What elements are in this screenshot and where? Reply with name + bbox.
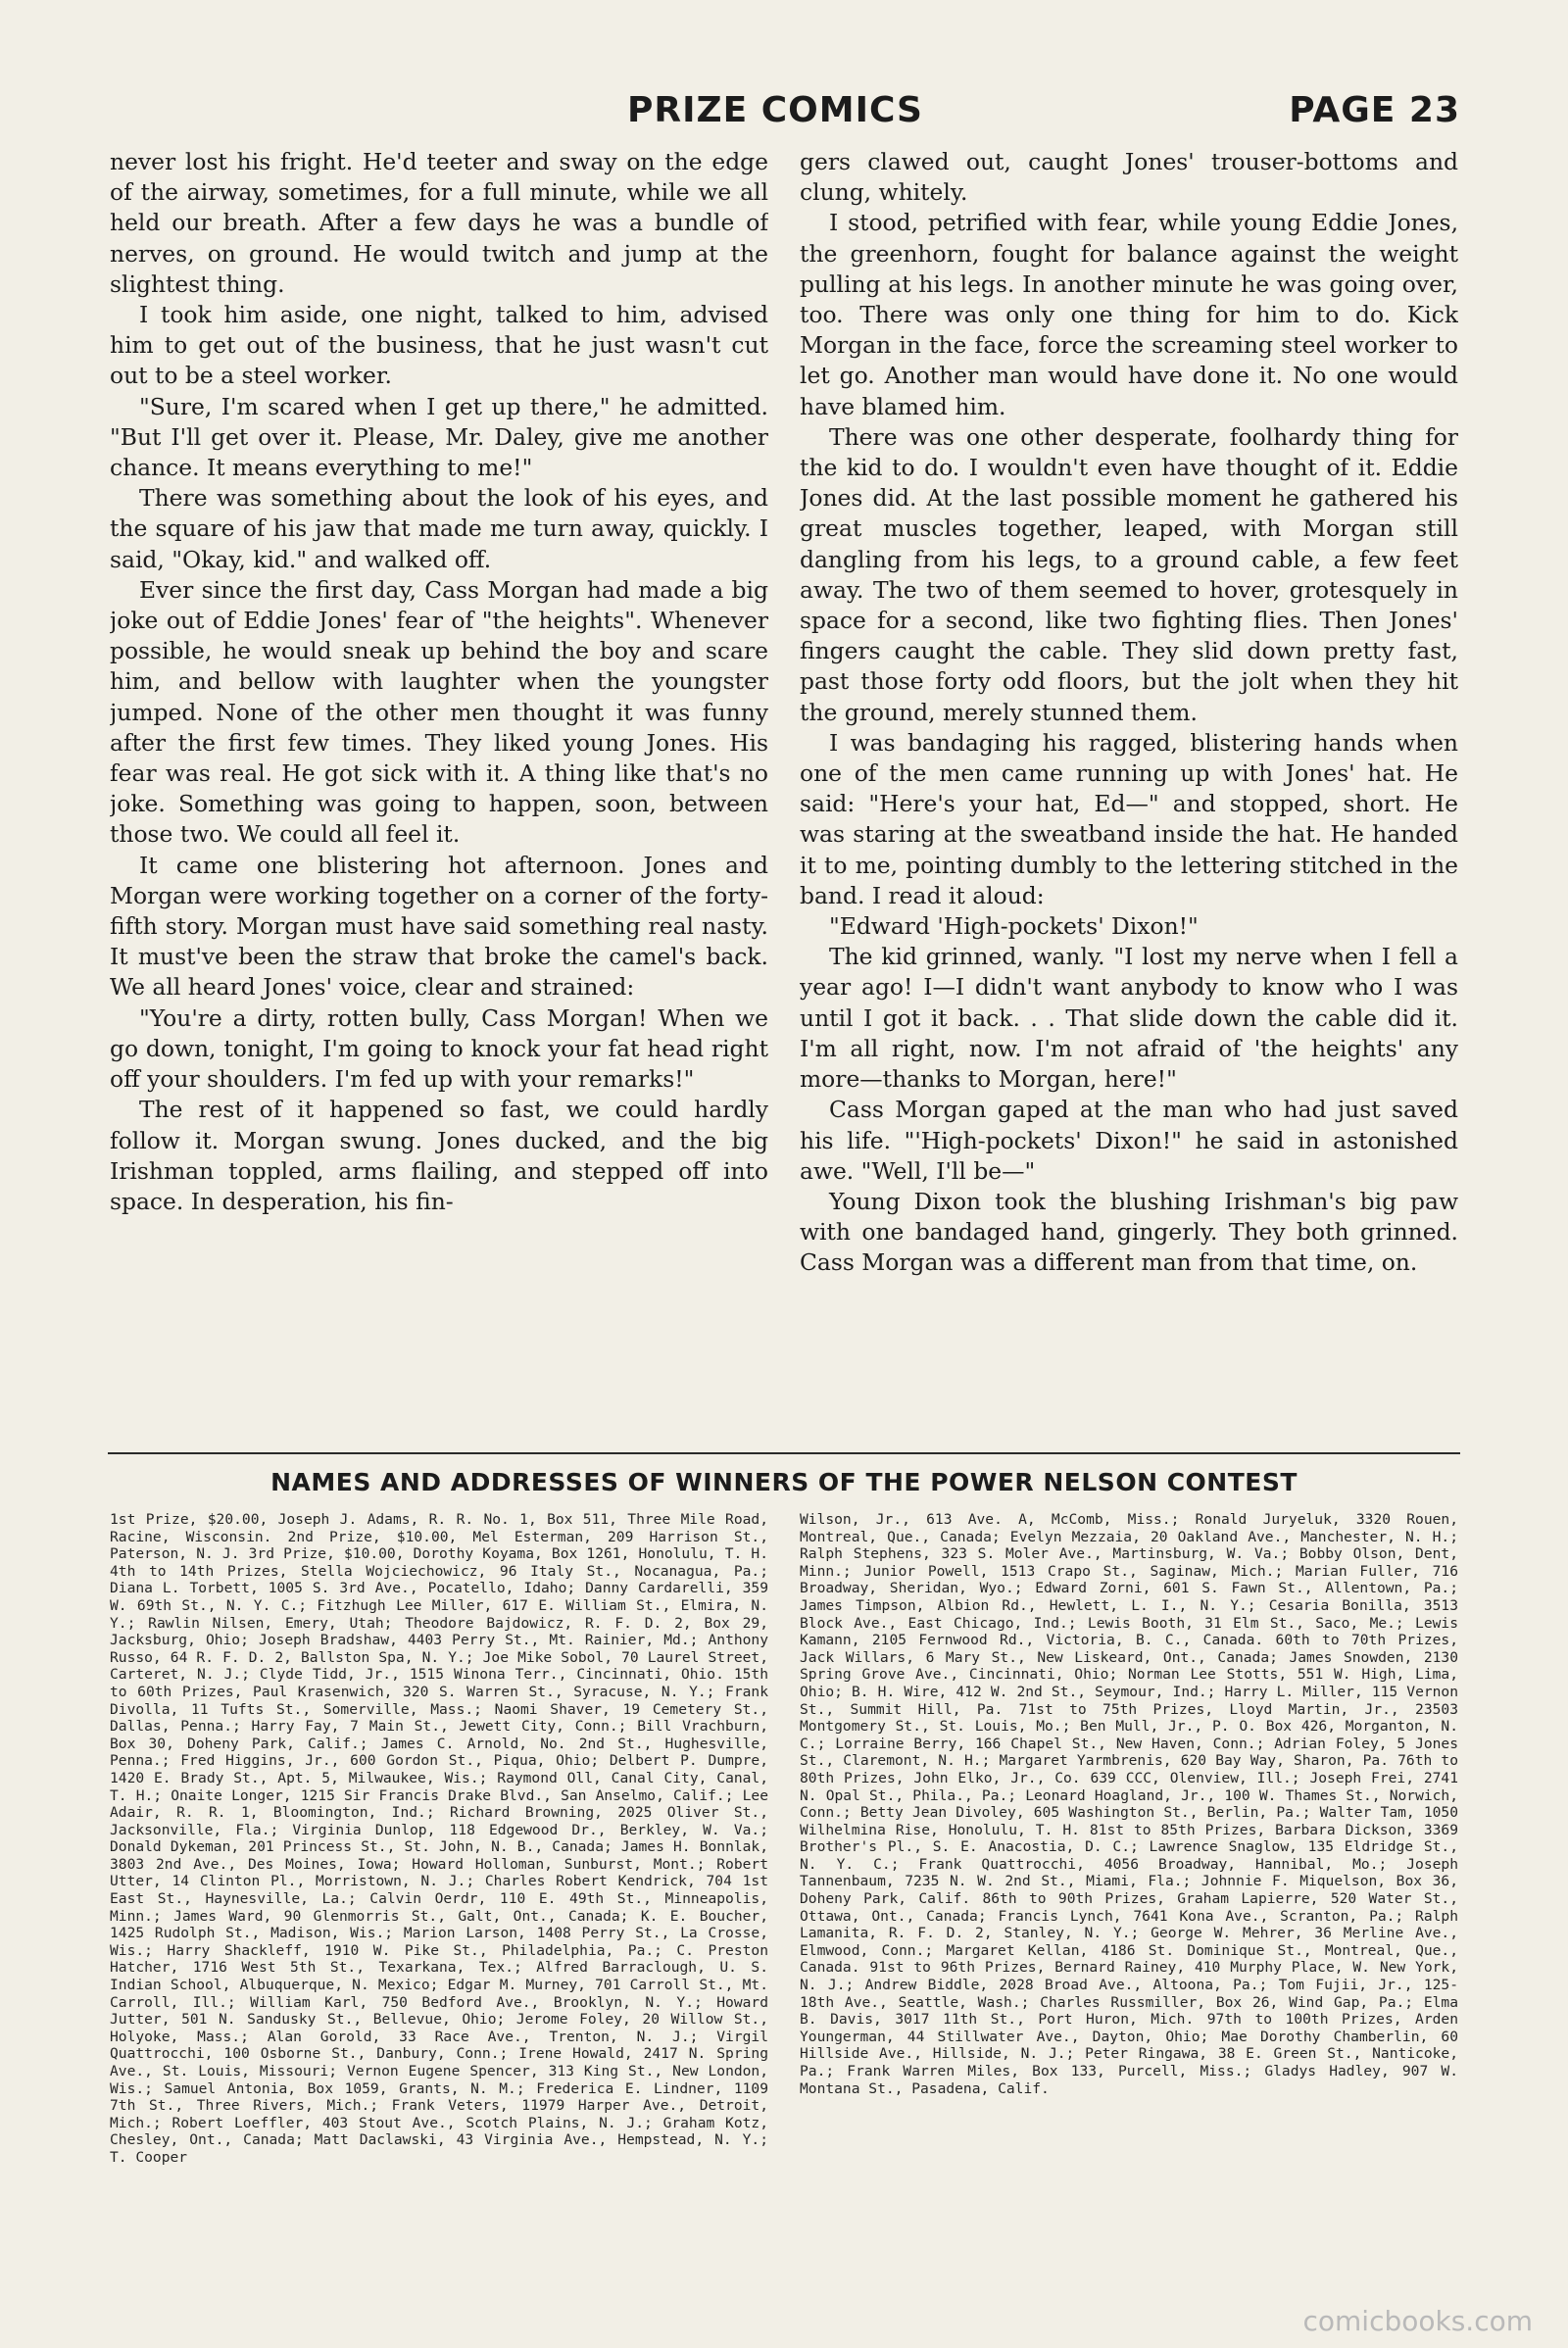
story-paragraph: Cass Morgan gaped at the man who had just saved his life. "'High-pockets' Dixon!" he said in astonished awe. "Well, I'll be—" — [800, 1096, 1458, 1185]
story-paragraph: "Sure, I'm scared when I get up there," he admitted. "But I'll get over it. Please, Mr. Daley, give me another chance. It means everything to me!" — [110, 392, 768, 482]
winners-list-right: Wilson, Jr., 613 Ave. A, McComb, Miss.; Ronald Juryeluk, 3320 Rouen, Montreal, Que., Canada; Evelyn Mezzaia, 20 Oakland Ave., Manchester, N. H.; Ralph Stephens, 323 S. Moler Ave., Martinsburg, W. Va.; Bobby Olson, Dent, Minn.; Junior Powell, 1513 Crapo St., Saginaw, Mich.; Marian Fuller, 716 Broadway, Sheridan, Wyo.; Edward Zorni, 601 S. Fawn St., Allentown, Pa.; James Timpson, Albion Rd., Hewlett, L. I., N. Y.; Cesaria Bonilla, 3513 Block Ave., East Chicago, Ind.; Lewis Booth, 31 Elm St., Saco, Me.; Lewis Kamann, 2105 Fernwood Rd., Victoria, B. C., Canada. 60th to 70th Prizes, Jack Willars, 6 Mary St., New Liskeard, Ont., Canada; James Snowden, 2130 Spring Grove Ave., Cincinnati, Ohio; Norman Lee Stotts, 551 W. High, Lima, Ohio; B. H. Wire, 412 W. 2nd St., Seymour, Ind.; Harry L. Miller, 115 Vernon St., Summit Hill, Pa. 71st to 75th Prizes, Lloyd Martin, Jr., 23503 Montgomery St., St. Louis, Mo.; Ben Mull, Jr., P. O. Box 426, Morganton, N. C.; Lorraine Berry, 166 Chapel St., New Haven, Conn.; Adrian Foley, 5 Jones St., Claremont, N. H.; Margaret Yarmbrenis, 620 Bay Way, Sharon, Pa. 76th to 80th Prizes, John Elko, Jr., Co. 639 CCC, Olenview, Ill.; Joseph Frei, 2741 N. Opal St., Phila., Pa.; Leonard Hoagland, Jr., 100 W. Thames St., Norwich, Conn.; Betty Jean Divoley, 605 Washington St., Berlin, Pa.; Walter Tam, 1050 Wilhelmina Rise, Honolulu, T. H. 81st to 85th Prizes, Barbara Dickson, 3369 Brother's Pl., S. E. Anacostia, D. C.; Lawrence Snaglow, 135 Eldridge St., N. Y. C.; Frank Quattrocchi, 4056 Broadway, Hannibal, Mo.; Joseph Tannenbaum, 7235 N. W. 2nd St., Miami, Fla.; Johnnie F. Miquelson, Box 36, Doheny Park, Calif. 86th to 90th Prizes, Graham Lapierre, 520 Water St., Ottawa, Ont., Canada; Francis Lynch, 7641 Kona Ave., Scranton, Pa.; Ralph Lamanita, R. F. D. 2, Stanley, N. Y.; George W. Mehrer, 36 Merline Ave., Elmwood, Conn.; Margaret Kellan, 4186 St. Dominique St., Montreal, Que., Canada. 91st to 96th Prizes, Bernard Rainey, 410 Murphy Place, W. New York, N. J.; Andrew Biddle, 2028 Broad Ave., Altoona, Pa.; Tom Fujii, Jr., 125-18th Ave., Seattle, Wash.; Charles Russmiller, Box 26, Wind Gap, Pa.; Elma B. Davis, 3017 11th St., Port Huron, Mich. 97th to 100th Prizes, Arden Youngerman, 44 Stillwater Ave., Dayton, Ohio; Mae Dorothy Chamberlin, 60 Hillside Ave., Hillside, N. J.; Peter Ringawa, 38 E. Green St., Nanticoke, Pa.; Frank Warren Miles, Box 133, Purcell, Miss.; Gladys Hadley, 907 W. Montana St., Pasadena, Calif. — [800, 1511, 1458, 2097]
contest-heading: NAMES AND ADDRESSES OF WINNERS OF THE POWER NELSON CONTEST — [270, 1468, 1298, 1496]
story-paragraph: never lost his fright. He'd teeter and sway on the edge of the airway, sometimes, for a full minute, while we all held our breath. After a few days he was a bundle of nerves, on ground. He would twitch and jump at the slightest thing. — [110, 148, 768, 298]
story-paragraph: gers clawed out, caught Jones' trouser-bottoms and clung, whitely. — [800, 148, 1458, 207]
story-paragraph: I stood, petrified with fear, while young Eddie Jones, the greenhorn, fought for balance against the weight pulling at his legs. In another minute he was going over, too. There was only one thing for him to do. Kick Morgan in the face, force the screaming steel worker to let go. Another man would have done it. No one would have blamed him. — [800, 209, 1458, 420]
magazine-title: PRIZE COMICS — [627, 90, 923, 130]
section-divider — [108, 1452, 1460, 1454]
story-column-left — [110, 147, 768, 1439]
story-paragraph: There was one other desperate, foolhardy thing for the kid to do. I wouldn't even have thought of it. Eddie Jones did. At the last possible moment he gathered his great muscles together, leaped, with Morgan still dangling from his legs, to a ground cable, a few feet away. The two of them seemed to hover, grotesquely in space for a second, like two fighting flies. Then Jones' fingers caught the cable. They slid down pretty fast, past those forty odd floors, but the jolt when they hit the ground, merely stunned them. — [800, 422, 1458, 726]
site-watermark: comicbooks.com — [1302, 2305, 1533, 2337]
story-paragraph: It came one blistering hot afternoon. Jones and Morgan were working together on a corner of the forty-fifth story. Morgan must have said something real nasty. It must've been the straw that broke the camel's back. We all heard Jones' voice, clear and strained: — [110, 851, 768, 1002]
story-paragraph: Ever since the first day, Cass Morgan had made a big joke out of Eddie Jones' fear of "the heights". Whenever possible, he would sneak up behind the boy and scare him, and bellow with laughter when the youngster jumped. None of the other men thought it was funny after the first few times. They liked young Jones. His fear was real. He got sick with it. A thing like that's no joke. Something was going to happen, soon, between those two. We could all feel it. — [110, 575, 768, 849]
page-header — [108, 90, 1460, 139]
story-paragraph: I took him aside, one night, talked to him, advised him to get out of the business, that he just wasn't cut out to be a steel worker. — [110, 301, 768, 390]
story-paragraph: The rest of it happened so fast, we could hardly follow it. Morgan swung. Jones ducked, and the big Irishman toppled, arms flailing, and stepped off into space. In desperation, his fin- — [110, 1096, 768, 1215]
winners-list-left: 1st Prize, $20.00, Joseph J. Adams, R. R. No. 1, Box 511, Three Mile Road, Racine, Wisconsin. 2nd Prize, $10.00, Mel Esterman, 209 Harrison St., Paterson, N. J. 3rd Prize, $10.00, Dorothy Koyama, Box 1261, Honolulu, T. H. 4th to 14th Prizes, Stella Wojciechowicz, 96 Italy St., Nocanagua, Pa.; Diana L. Torbett, 1005 S. 3rd Ave., Pocatello, Idaho; Danny Cardarelli, 359 W. 69th St., N. Y. C.; Fitzhugh Lee Miller, 617 E. William St., Elmira, N. Y.; Rawlin Nilsen, Emery, Utah; Theodore Bajdowicz, R. F. D. 2, Box 29, Jacksburg, Ohio; Joseph Bradshaw, 4403 Perry St., Mt. Rainier, Md.; Anthony Russo, 64 R. F. D. 2, Ballston Spa, N. Y.; Joe Mike Sobol, 70 Laurel Street, Carteret, N. J.; Clyde Tidd, Jr., 1515 Winona Terr., Cincinnati, Ohio. 15th to 60th Prizes, Paul Krasenwich, 320 S. Warren St., Syracuse, N. Y.; Frank Divolla, 11 Tufts St., Somerville, Mass.; Naomi Shaver, 19 Cemetery St., Dallas, Penna.; Harry Fay, 7 Main St., Jewett City, Conn.; Bill Vrachburn, Box 30, Doheny Park, Calif.; James C. Arnold, No. 2nd St., Hughesville, Penna.; Fred Higgins, Jr., 600 Gordon St., Piqua, Ohio; Delbert P. Dumpre, 1420 E. Brady St., Apt. 5, Milwaukee, Wis.; Raymond Oll, Canal City, Canal, T. H.; Onaite Longer, 1215 Sir Francis Drake Blvd., San Anselmo, Calif.; Lee Adair, R. R. 1, Bloomington, Ind.; Richard Browning, 2025 Oliver St., Jacksonville, Fla.; Virginia Dunlop, 118 Edgewood Dr., Berkley, W. Va.; Donald Dykeman, 201 Princess St., St. John, N. B., Canada; James H. Bonnlak, 3803 2nd Ave., Des Moines, Iowa; Howard Holloman, Sunburst, Mont.; Robert Utter, 14 Clinton Pl., Morristown, N. J.; Charles Robert Kendrick, 704 1st East St., Haynesville, La.; Calvin Oerdr, 110 E. 49th St., Minneapolis, Minn.; James Ward, 90 Glenmorris St., Galt, Ont., Canada; K. E. Boucher, 1425 Rudolph St., Madison, Wis.; Marion Larson, 1408 Perry St., La Crosse, Wis.; Harry Shackleff, 1910 W. Pike St., Philadelphia, Pa.; C. Preston Hatcher, 1716 West 5th St., Texarkana, Tex.; Alfred Barraclough, U. S. Indian School, Albuquerque, N. Mexico; Edgar M. Murney, 701 Carroll St., Mt. Carroll, Ill.; William Karl, 750 Bedford Ave., Brooklyn, N. Y.; Howard Jutter, 501 N. Sandusky St., Bellevue, Ohio; Jerome Foley, 20 Willow St., Holyoke, Mass.; Alan Gorold, 33 Race Ave., Trenton, N. J.; Virgil Quattrocchi, 100 Osborne St., Danbury, Conn.; Irene Howald, 2417 N. Spring Ave., St. Louis, Missouri; Vernon Eugene Spencer, 313 King St., New London, Wis.; Samuel Antonia, Box 1059, Grants, N. M.; Frederica E. Lindner, 1109 7th St., Three Rivers, Mich.; Frank Veters, 11979 Harper Ave., Detroit, Mich.; Robert Loeffler, 403 Stout Ave., Scotch Plains, N. J.; Graham Kotz, Chesley, Ont., Canada; Matt Daclawski, 43 Virginia Ave., Hempstead, N. Y.; T. Cooper — [110, 1511, 768, 2166]
story-paragraph: I was bandaging his ragged, blistering hands when one of the men came running up with Jones' hat. He said: "Here's your hat, Ed—" and stopped, short. He was staring at the sweatband inside the hat. He handed it to me, pointing dumbly to the lettering stitched in the band. I read it aloud: — [800, 728, 1458, 909]
story-paragraph: The kid grinned, wanly. "I lost my nerve when I fell a year ago! I—I didn't want anybody to know who I was until I got it back. . . That slide down the cable did it. I'm all right, now. I'm not afraid of 'the heights' any more—thanks to Morgan, here!" — [800, 943, 1458, 1094]
story-paragraph: "Edward 'High-pockets' Dixon!" — [829, 912, 1199, 941]
page-number: PAGE 23 — [1289, 90, 1460, 130]
story-paragraph: There was something about the look of his eyes, and the square of his jaw that made me turn away, quickly. I said, "Okay, kid." and walked off. — [110, 484, 768, 573]
story-paragraph: Young Dixon took the blushing Irishman's big paw with one bandaged hand, gingerly. They both grinned. Cass Morgan was a different man from that time, on. — [800, 1187, 1458, 1277]
story-paragraph: "You're a dirty, rotten bully, Cass Morgan! When we go down, tonight, I'm going to knock your fat head right off your shoulders. I'm fed up with your remarks!" — [110, 1003, 768, 1094]
story-column-right — [800, 147, 1458, 1439]
